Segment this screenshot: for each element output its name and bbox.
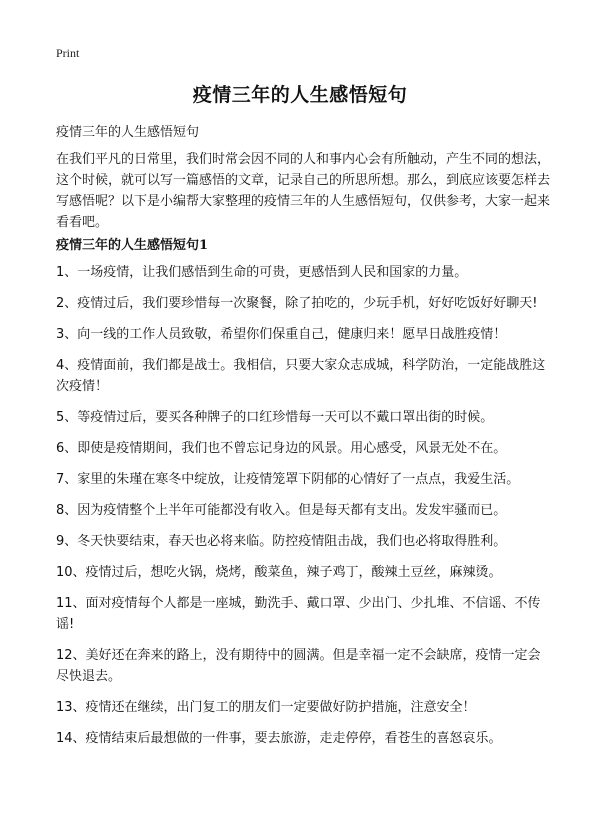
list-item: 14、疫情结束后最想做的一件事，要去旅游，走走停停，看苍生的喜怒哀乐。 xyxy=(56,731,502,746)
list-item: 11、面对疫情每个人都是一座城，勤洗手、戴口罩、少出门、少扎堆、不信谣、不传谣! xyxy=(56,596,541,632)
list-item: 1、一场疫情，让我们感悟到生命的可贵，更感悟到人民和国家的力量。 xyxy=(56,265,468,280)
list-item: 8、因为疫情整个上半年可能都没有收入。但是每天都有支出。发发牢骚而已。 xyxy=(56,503,507,518)
list-item: 7、家里的朱瑾在寒冬中绽放，让疫情笼罩下阴郁的心情好了一点点，我爱生活。 xyxy=(56,472,520,487)
document-subtitle: 疫情三年的人生感悟短句 xyxy=(56,125,200,140)
quote-list xyxy=(56,262,550,759)
intro-paragraph: 在我们平凡的日常里，我们时常会因不同的人和事内心会有所触动，产生不同的想法，这个时候，就可以写一篇感悟的文章，记录自己的所思所想。那么，到底应该要怎样去写感悟呢？以下是小编帮大家整理的疫情三年的人生感悟短句，仅供参考，大家一起来看看吧。 xyxy=(56,152,551,230)
print-link[interactable]: Print xyxy=(56,46,80,60)
list-item: 9、冬天快要结束，春天也必将来临。防控疫情阻击战，我们也必将取得胜利。 xyxy=(56,534,507,549)
section-heading: 疫情三年的人生感悟短句1 xyxy=(56,238,209,253)
page-title: 疫情三年的人生感悟短句 xyxy=(192,84,408,106)
list-item: 6、即使是疫情期间，我们也不曾忘记身边的风景。用心感受，风景无处不在。 xyxy=(56,441,507,456)
list-item: 4、疫情面前，我们都是战士。我相信，只要大家众志成城，科学防治，一定能战胜这次疫情！ xyxy=(56,358,546,394)
list-item: 13、疫情还在继续，出门复工的朋友们一定要做好防护措施，注意安全！ xyxy=(56,700,476,715)
list-item: 10、疫情过后，想吃火锅，烧烤，酸菜鱼，辣子鸡丁，酸辣土豆丝，麻辣烫。 xyxy=(56,565,502,580)
list-item: 3、向一线的工作人员致敬，希望你们保重自己，健康归来！愿早日战胜疫情！ xyxy=(56,327,507,342)
list-item: 5、等疫情过后，要买各种牌子的口红珍惜每一天可以不戴口罩出街的时候。 xyxy=(56,410,494,425)
list-item: 2、疫情过后，我们要珍惜每一次聚餐，除了拍吃的，少玩手机，好好吃饭好好聊天! xyxy=(56,296,538,311)
list-item: 12、美好还在奔来的路上，没有期待中的圆满。但是幸福一定不会缺席，疫情一定会尽快退去。 xyxy=(56,648,541,684)
